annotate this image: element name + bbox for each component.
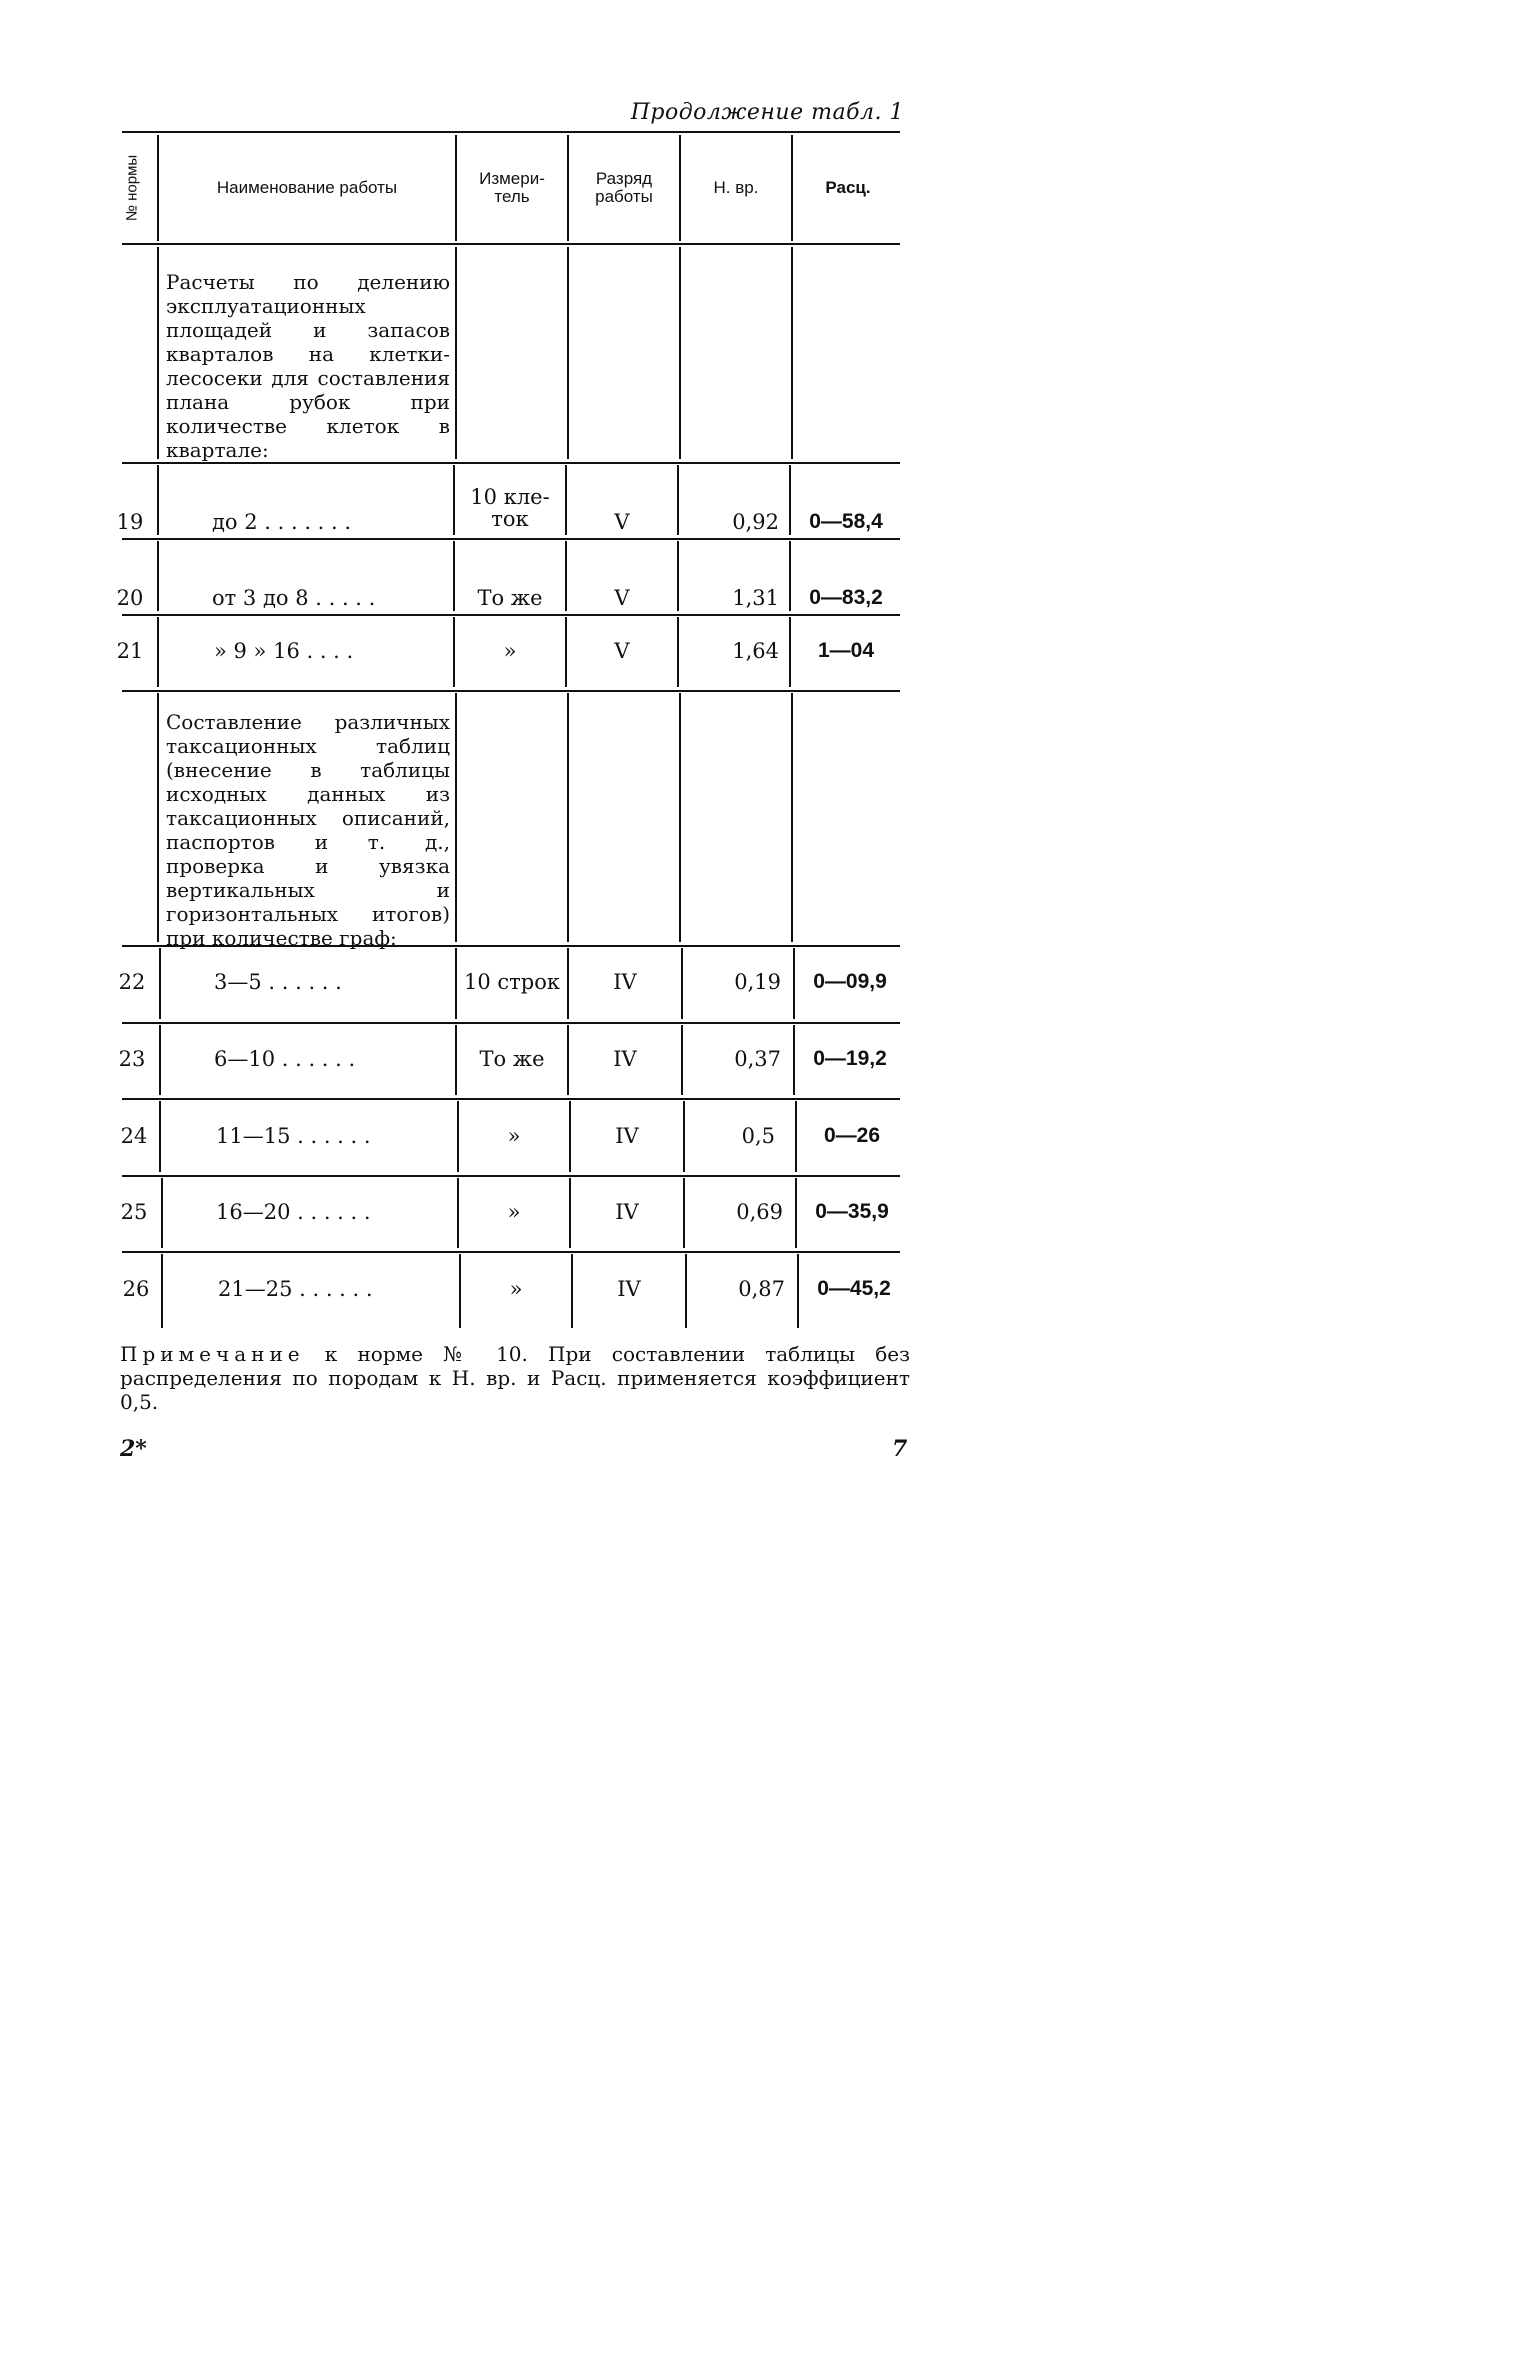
- norm-number: 21: [116, 638, 144, 663]
- rate-cell: 0—09,9: [813, 969, 887, 993]
- grade-cell: V: [614, 585, 630, 610]
- grade-cell: V: [614, 638, 630, 663]
- time-cell: 0,87: [738, 1276, 785, 1301]
- section-description: Составление различных таксационных таблиц (внесение в таблицы исходных данных из таксационных описаний, паспортов и т. д., проверка и увязка вертикальных и горизонтальных итогов) при количестве граф:: [166, 710, 450, 950]
- unit-cell: 10 кле- ток: [470, 484, 550, 531]
- time-cell: 0,92: [732, 509, 779, 534]
- work-name: » 9 » 16 . . . .: [214, 639, 354, 663]
- work-name: 3—5 . . . . . .: [214, 970, 342, 994]
- work-name: 16—20 . . . . . .: [216, 1200, 371, 1224]
- work-name: 11—15 . . . . . .: [216, 1124, 371, 1148]
- time-cell: 0,69: [736, 1199, 783, 1224]
- rate-cell: 0—58,4: [809, 509, 883, 533]
- rate-cell: 1—04: [817, 638, 875, 662]
- norm-number: 24: [120, 1123, 148, 1148]
- rate-cell: 0—83,2: [809, 585, 883, 609]
- rate-cell: 0—26: [823, 1123, 881, 1147]
- time-cell: 0,37: [734, 1046, 781, 1071]
- note-text: к норме № 10. При составлении таблицы без распределения по породам к Н. вр. и Расц. применяется коэффициент 0,5.: [120, 1342, 910, 1414]
- header-time-norm: Н. вр.: [713, 178, 759, 198]
- norm-number: 25: [120, 1199, 148, 1224]
- norm-number: 19: [116, 509, 144, 534]
- unit-cell: »: [509, 1276, 523, 1301]
- rate-cell: 0—35,9: [815, 1199, 889, 1223]
- norm-number: 26: [122, 1276, 150, 1301]
- work-name: 21—25 . . . . . .: [218, 1277, 373, 1301]
- grade-cell: IV: [613, 969, 637, 994]
- header-grade: Разряд работы: [595, 169, 653, 206]
- rate-cell: 0—45,2: [817, 1276, 891, 1300]
- rate-cell: 0—19,2: [813, 1046, 887, 1070]
- grade-cell: IV: [613, 1046, 637, 1071]
- time-cell: 1,31: [732, 585, 779, 610]
- time-cell: 0,5: [741, 1123, 775, 1148]
- section-description: Расчеты по делению эксплуатационных площадей и запасов кварталов на клетки-лесосеки для составления плана рубок при количестве клеток в квартале:: [166, 270, 450, 462]
- unit-cell: 10 строк: [464, 969, 560, 994]
- norm-number: 22: [118, 969, 146, 994]
- header-norm-number: № нормы: [123, 154, 141, 222]
- grade-cell: IV: [615, 1199, 639, 1224]
- work-name: до 2 . . . . . . .: [212, 510, 352, 534]
- table-caption: Продолжение табл. 1: [630, 100, 904, 125]
- header-rate: Расц.: [825, 178, 871, 198]
- unit-cell: »: [507, 1199, 521, 1224]
- work-name: от 3 до 8 . . . . .: [212, 586, 376, 610]
- work-name: 6—10 . . . . . .: [214, 1047, 356, 1071]
- header-unit: Измери- тель: [479, 169, 545, 206]
- grade-cell: IV: [615, 1123, 639, 1148]
- table-note: [120, 1342, 910, 1414]
- grade-cell: IV: [617, 1276, 641, 1301]
- norm-number: 20: [116, 585, 144, 610]
- unit-cell: »: [507, 1123, 521, 1148]
- norm-number: 23: [118, 1046, 146, 1071]
- header-work-name: Наименование работы: [216, 178, 398, 198]
- unit-cell: То же: [477, 585, 543, 610]
- time-cell: 0,19: [734, 969, 781, 994]
- grade-cell: V: [614, 509, 630, 534]
- note-label: Примечание: [120, 1342, 305, 1366]
- page-number: 7: [892, 1436, 908, 1462]
- signature-mark: 2*: [120, 1436, 147, 1462]
- time-cell: 1,64: [732, 638, 779, 663]
- unit-cell: То же: [479, 1046, 545, 1071]
- unit-cell: »: [503, 638, 517, 663]
